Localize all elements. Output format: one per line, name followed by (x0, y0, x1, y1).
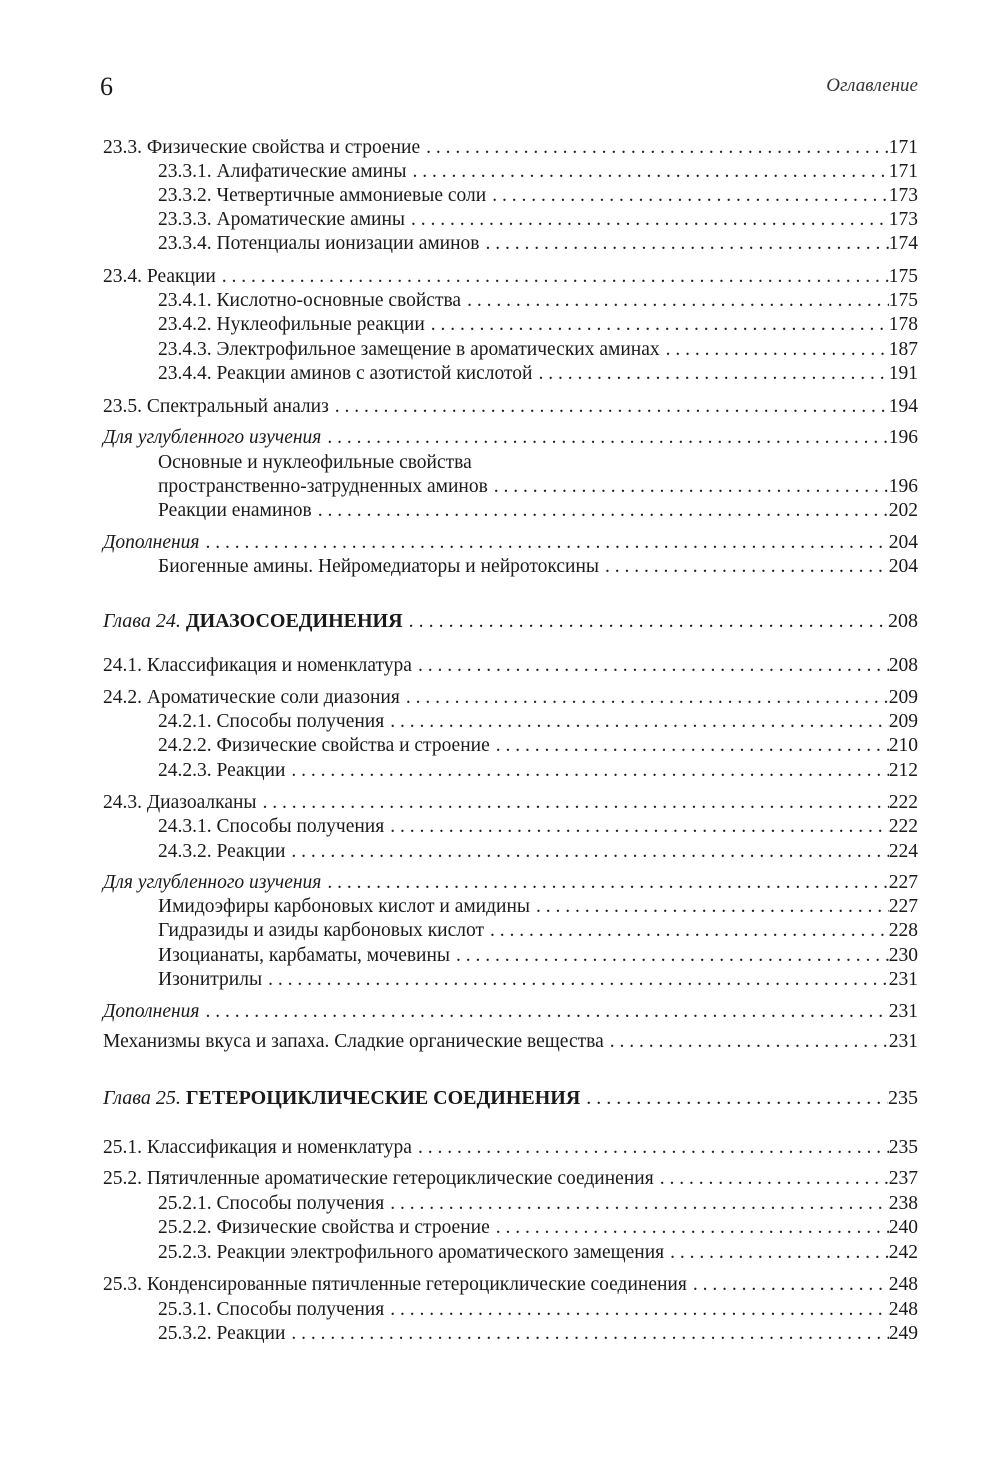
toc-entry[interactable]: Для углубленного изучения . . . 196 (103, 425, 918, 451)
toc-entry[interactable]: Реакции енаминов . . . 202 (158, 498, 918, 524)
toc-entry[interactable]: 24.3.2. Реакции . . . 224 (158, 839, 918, 865)
toc-entry[interactable]: 24.2.2. Физические свойства и строение . . . 210 (158, 733, 918, 759)
toc-entry[interactable]: Механизмы вкуса и запаха. Сладкие органические вещества . . . 231 (103, 1029, 918, 1055)
toc-entry[interactable]: Для углубленного изучения . . . 227 (103, 870, 918, 896)
toc-entry[interactable]: 23.3.2. Четвертичные аммониевые соли . . . 173 (158, 183, 918, 209)
toc-entry[interactable]: Имидоэфиры карбоновых кислот и амидины . . . 227 (158, 894, 918, 920)
toc-entry[interactable]: 25.2.3. Реакции электрофильного ароматического замещения . . . 242 (158, 1240, 918, 1266)
toc-entry[interactable]: 23.4.2. Нуклеофильные реакции . . . 178 (158, 312, 918, 338)
toc-entry[interactable]: 25.2. Пятичленные ароматические гетероциклические соединения . . . 237 (103, 1166, 918, 1192)
toc-entry[interactable]: пространственно-затрудненных аминов . . . 196 (158, 474, 918, 500)
chapter-heading[interactable]: Глава 25. ГЕТЕРОЦИКЛИЧЕСКИЕ СОЕДИНЕНИЯ . . . 235 (103, 1085, 918, 1111)
toc-entry[interactable]: Биогенные амины. Нейромедиаторы и нейротоксины . . . 204 (158, 554, 918, 580)
chapter-heading[interactable]: Глава 24. ДИАЗОСОЕДИНЕНИЯ . . . 208 (103, 608, 918, 634)
toc-entry[interactable]: 25.3. Конденсированные пятичленные гетероциклические соединения . . . 248 (103, 1272, 918, 1298)
toc-entry[interactable]: 24.2. Ароматические соли диазония . . . 209 (103, 685, 918, 711)
toc-entry[interactable]: 24.3. Диазоалканы . . . 222 (103, 790, 918, 816)
toc-entry[interactable]: 25.3.1. Способы получения . . . 248 (158, 1297, 918, 1323)
toc-entry[interactable]: 25.3.2. Реакции . . . 249 (158, 1321, 918, 1347)
toc-entry[interactable]: 23.3.4. Потенциалы ионизации аминов . . . 174 (158, 231, 918, 257)
toc-entry[interactable]: Дополнения . . . 204 (103, 530, 918, 556)
toc-entry[interactable]: 23.5. Спектральный анализ . . . 194 (103, 394, 918, 420)
toc-entry[interactable]: Дополнения . . . 231 (103, 999, 918, 1025)
toc-entry[interactable]: 24.3.1. Способы получения . . . 222 (158, 814, 918, 840)
toc-entry[interactable]: 23.3.1. Алифатические амины . . . 171 (158, 159, 918, 185)
toc-entry[interactable]: 23.3.3. Ароматические амины . . . 173 (158, 207, 918, 233)
toc-entry[interactable]: Гидразиды и азиды карбоновых кислот . . . 228 (158, 918, 918, 944)
running-title: Оглавление (826, 75, 918, 96)
toc-entry[interactable]: 23.4.3. Электрофильное замещение в ароматических аминах . . . 187 (158, 337, 918, 363)
toc-entry[interactable]: 24.2.3. Реакции . . . 212 (158, 758, 918, 784)
toc-entry[interactable]: 23.4. Реакции . . . 175 (103, 264, 918, 290)
toc-entry[interactable]: Изонитрилы . . . 231 (158, 967, 918, 993)
toc-entry[interactable]: Изоцианаты, карбаматы, мочевины . . . 230 (158, 943, 918, 969)
toc-entry[interactable]: 24.2.1. Способы получения . . . 209 (158, 709, 918, 735)
toc-entry[interactable]: 23.3. Физические свойства и строение . . . 171 (103, 135, 918, 161)
toc-entry[interactable]: 25.2.2. Физические свойства и строение . . . 240 (158, 1215, 918, 1241)
toc-entry[interactable]: 23.4.1. Кислотно-основные свойства . . . 175 (158, 288, 918, 314)
page-number: 6 (100, 72, 113, 101)
toc-entry[interactable]: 25.2.1. Способы получения . . . 238 (158, 1191, 918, 1217)
toc-entry: Основные и нуклеофильные свойства (158, 452, 472, 473)
toc-entry[interactable]: 25.1. Классификация и номенклатура . . . 235 (103, 1135, 918, 1161)
toc-entry[interactable]: 23.4.4. Реакции аминов с азотистой кислотой . . . 191 (158, 361, 918, 387)
toc-entry[interactable]: 24.1. Классификация и номенклатура . . . 208 (103, 653, 918, 679)
